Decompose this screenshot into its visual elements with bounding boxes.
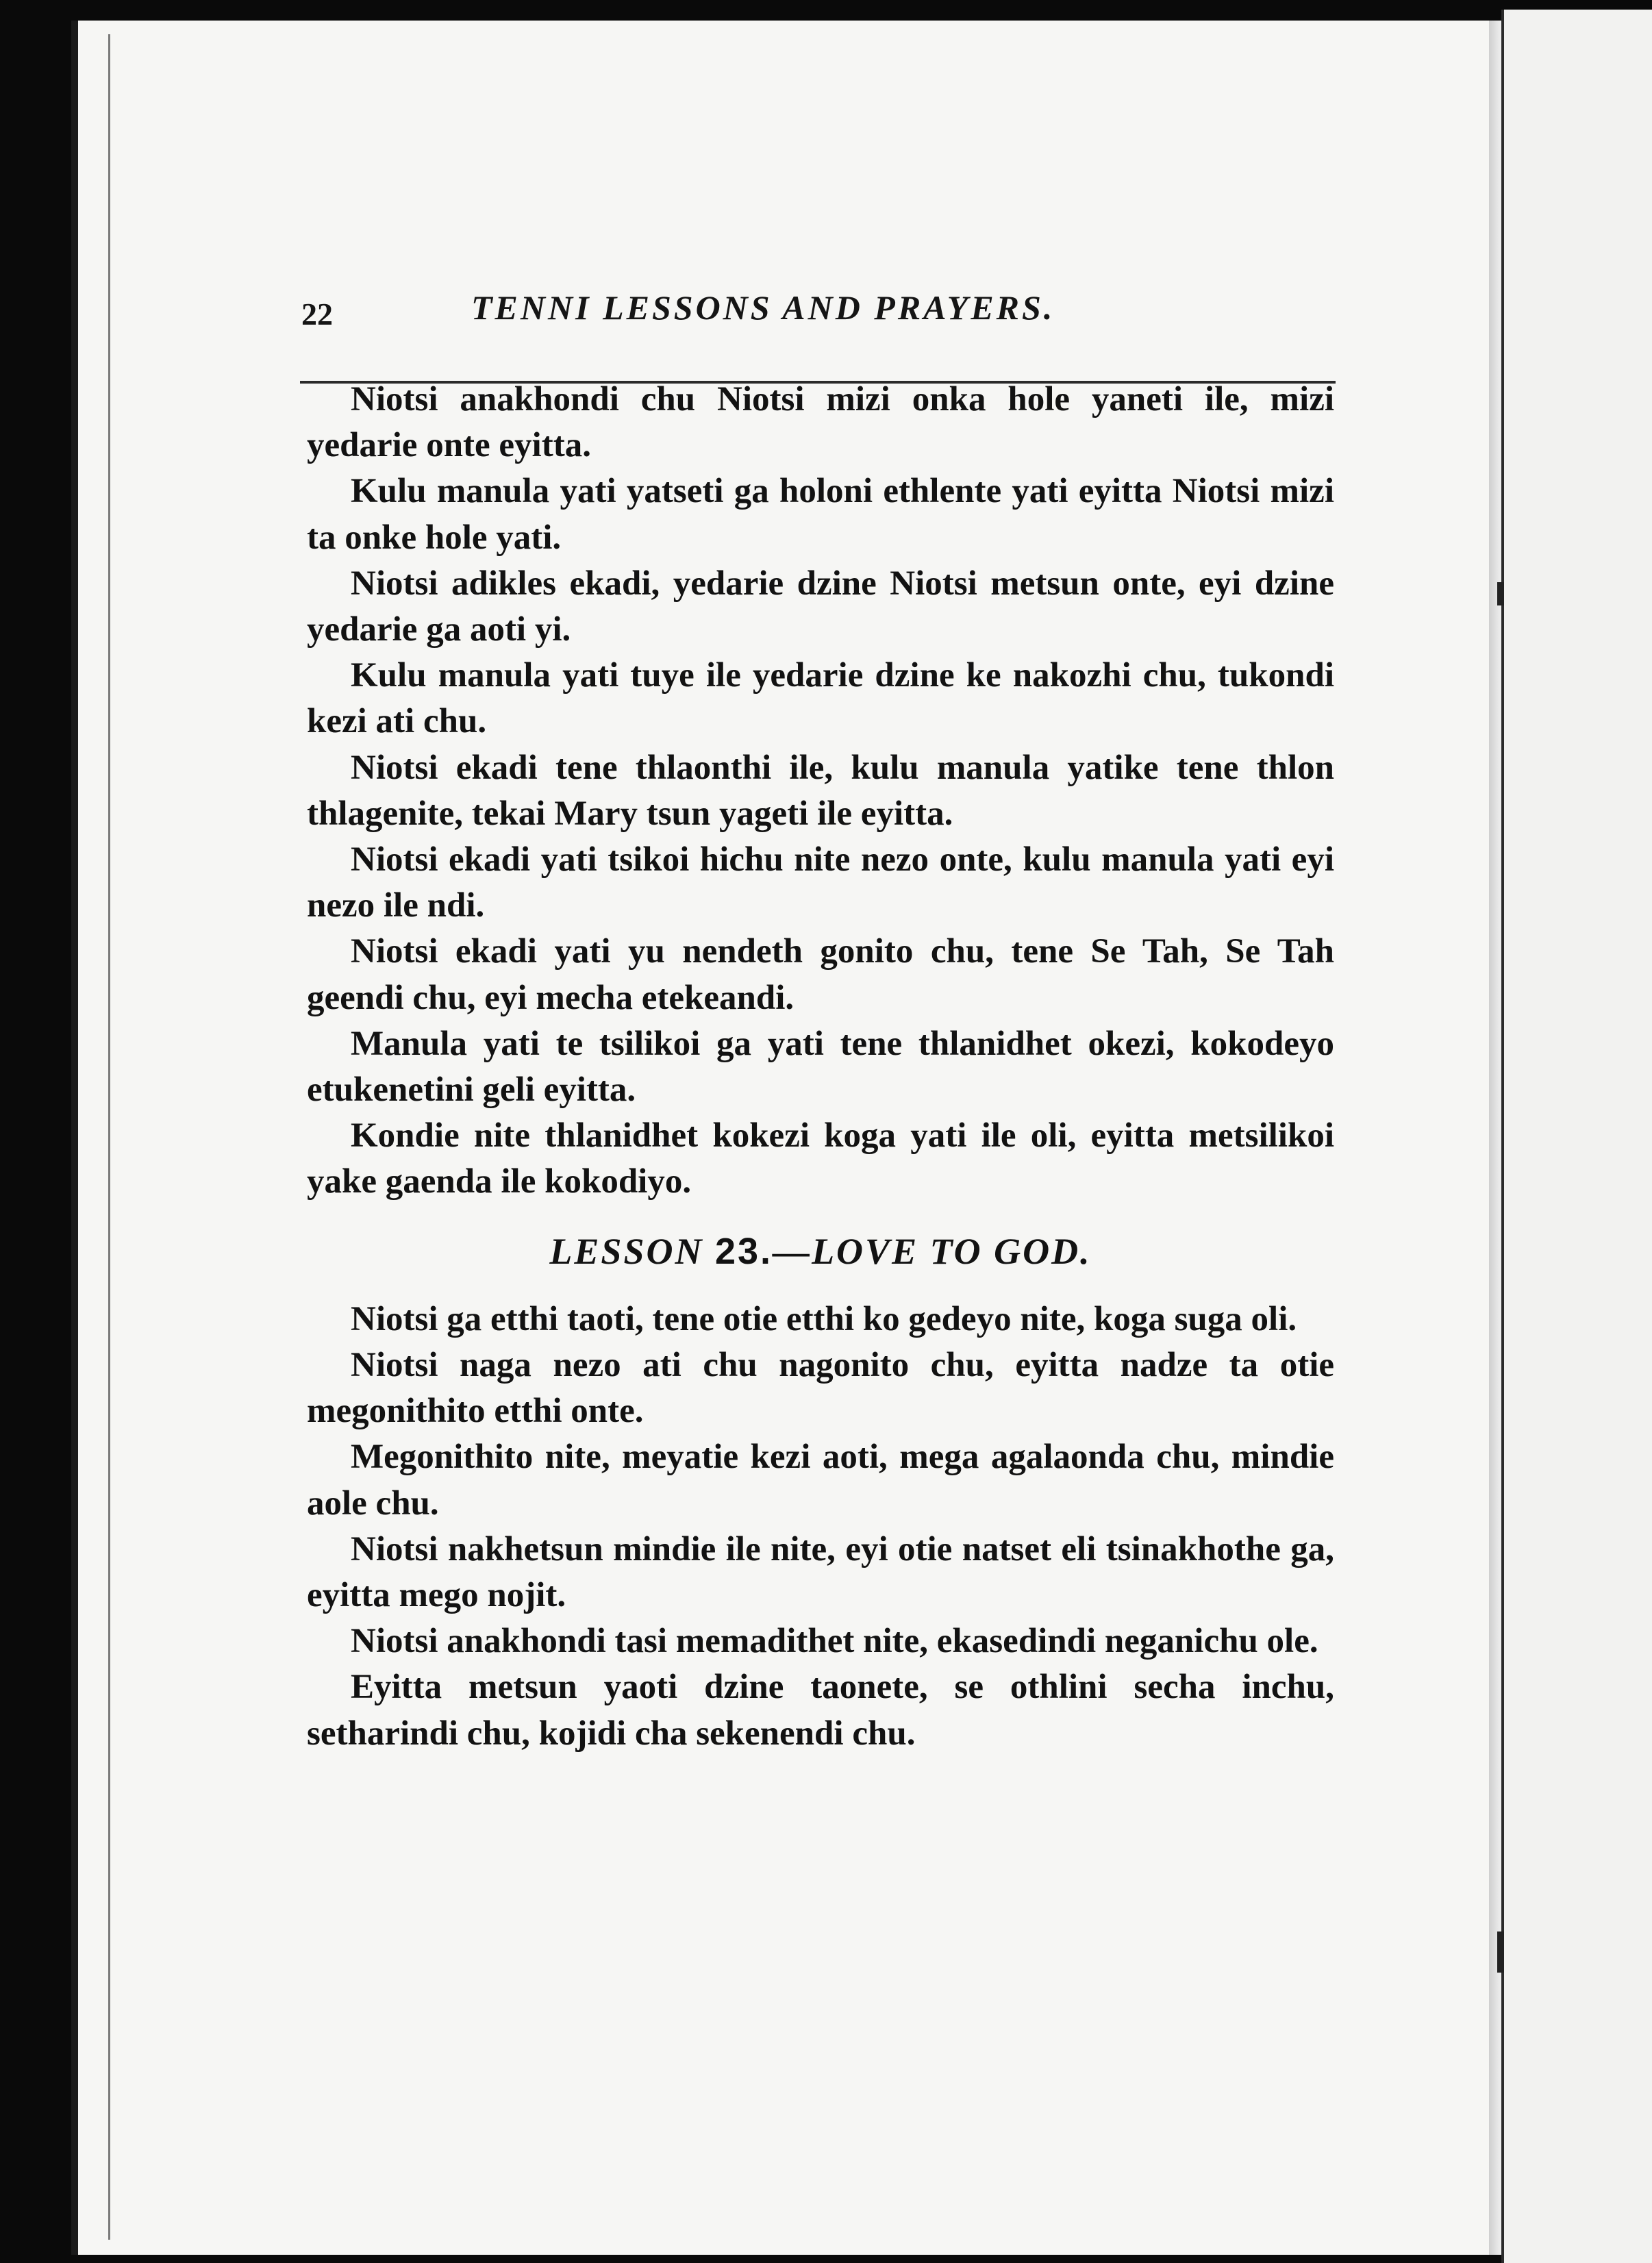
binding-mark <box>1497 1931 1504 1973</box>
paragraph: Manula yati te tsilikoi ga yati tene thlanidhet okezi, kokodeyo etukenetini geli eyitta. <box>307 1024 1334 1110</box>
paragraph: Niotsi ga etthi taoti, tene otie etthi ko gedeyo nite, koga suga oli. <box>351 1299 1297 1338</box>
page-number: 22 <box>301 297 333 332</box>
paragraph: Niotsi ekadi tene thlaonthi ile, kulu manula yatike tene thlon thlagenite, tekai Mary tsun yageti ile eyitta. <box>307 748 1334 833</box>
binding-mark <box>1497 582 1504 605</box>
page-border-line <box>108 34 110 2240</box>
paragraph: Niotsi anakhondi tasi memadithet nite, ekasedindi neganichu ole. <box>351 1622 1318 1661</box>
paragraph: Niotsi nakhetsun mindie ile nite, eyi otie natset eli tsinakhothe ga, eyitta mego nojit. <box>307 1529 1334 1615</box>
paragraph: Megonithito nite, meyatie kezi aoti, mega agalaonda chu, mindie aole chu. <box>307 1438 1334 1523</box>
paragraph: Kondie nite thlanidhet kokezi koga yati ile oli, eyitta metsilikoi yake gaenda ile kokodiyo. <box>307 1116 1334 1201</box>
facing-page-edge <box>1501 10 1652 2263</box>
paragraph: Niotsi ekadi yati yu nendeth gonito chu, tene Se Tah, Se Tah geendi chu, eyi mecha etekeandi. <box>307 932 1334 1017</box>
page-edge <box>1489 21 1501 2255</box>
lesson-number: 23. <box>714 1230 773 1272</box>
page-header <box>301 288 1329 336</box>
running-head: TENNI LESSONS AND PRAYERS. <box>471 288 1055 327</box>
lesson-heading <box>307 1229 1334 1275</box>
lesson-prefix: LESSON <box>549 1230 715 1272</box>
paragraph: Niotsi adikles ekadi, yedarie dzine Niotsi metsun onte, eyi dzine yedarie ga aoti yi. <box>307 564 1334 649</box>
page-body <box>307 377 1334 1757</box>
paragraph: Eyitta metsun yaoti dzine taonete, se othlini secha inchu, setharindi chu, kojidi cha sekenendi chu. <box>307 1668 1334 1753</box>
paragraph: Kulu manula yati yatseti ga holoni ethlente yati eyitta Niotsi mizi ta onke hole yati. <box>307 472 1334 557</box>
paragraph: Niotsi naga nezo ati chu nagonito chu, eyitta nadze ta otie megonithito etthi onte. <box>307 1346 1334 1431</box>
paragraph: Niotsi ekadi yati tsikoi hichu nite nezo onte, kulu manula yati eyi nezo ile ndi. <box>307 840 1334 925</box>
paragraph: Kulu manula yati tuye ile yedarie dzine ke nakozhi chu, tukondi kezi ati chu. <box>307 656 1334 741</box>
lesson-title: —LOVE TO GOD. <box>773 1230 1092 1272</box>
paragraph: Niotsi anakhondi chu Niotsi mizi onka hole yaneti ile, mizi yedarie onte eyitta. <box>307 380 1334 465</box>
